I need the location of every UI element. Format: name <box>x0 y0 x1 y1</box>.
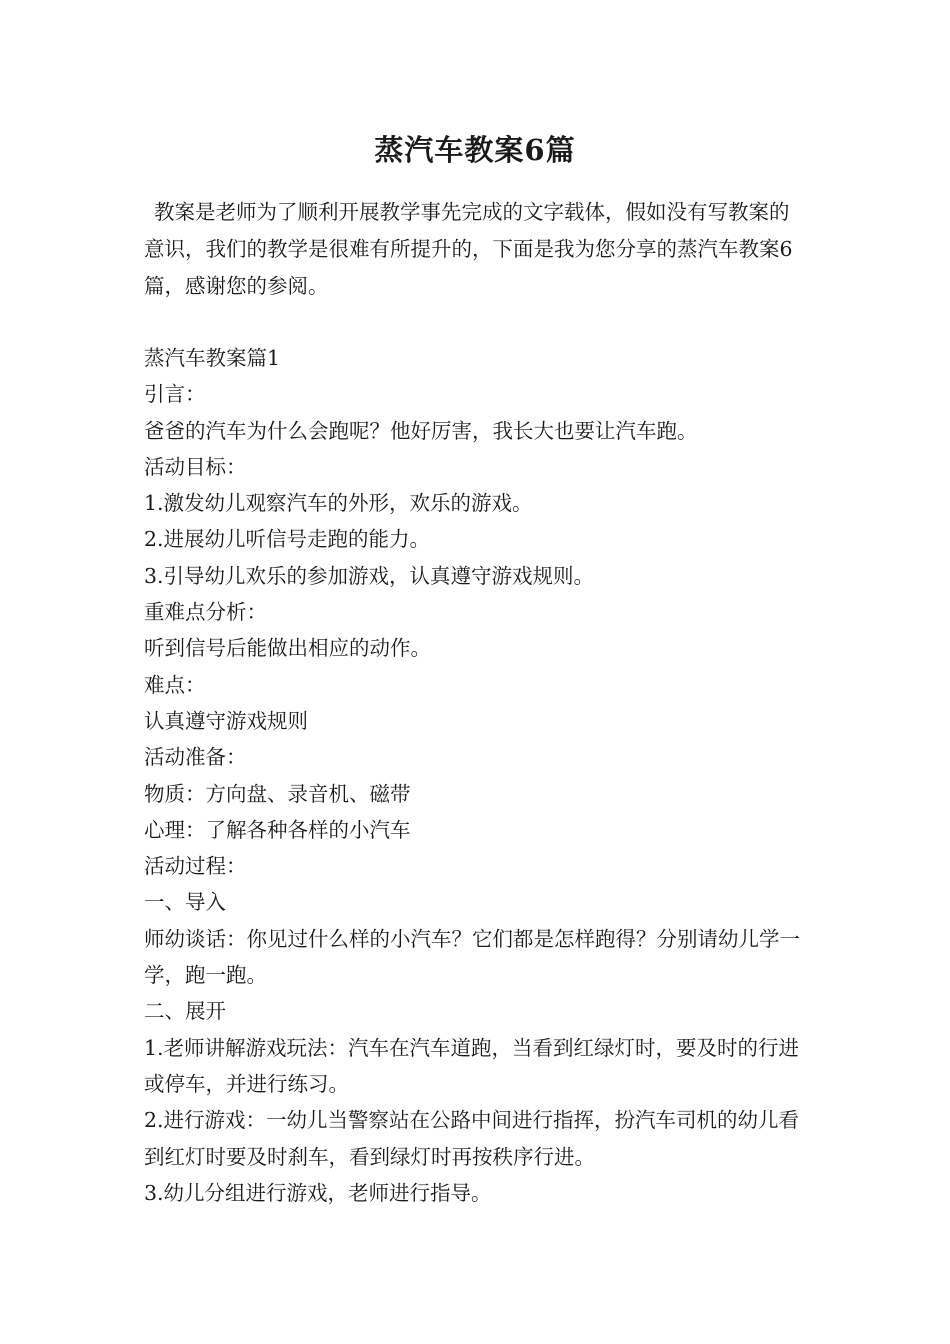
lesson-body <box>144 340 808 1211</box>
body-line: 心理：了解各种各样的小汽车 <box>144 817 411 842</box>
body-line: 难点： <box>144 672 206 697</box>
body-line: 1.老师讲解游戏玩法：汽车在汽车道跑，当看到红绿灯时，要及时的行进或停车，并进行练习。 <box>144 1035 800 1096</box>
body-line: 3.幼儿分组进行游戏，老师进行指导。 <box>144 1180 492 1205</box>
intro-paragraph: 教案是老师为了顺利开展教学事先完成的文字载体，假如没有写教案的意识，我们的教学是很难有所提升的，下面是我为您分享的蒸汽车教案6篇，感谢您的参阅。 <box>144 200 793 298</box>
body-line: 2.进行游戏：一幼儿当警察站在公路中间进行指挥，扮汽车司机的幼儿看到红灯时要及时刹车，看到绿灯时再按秩序行进。 <box>144 1108 800 1169</box>
body-line: 一、导入 <box>144 890 226 915</box>
body-line: 物质：方向盘、录音机、磁带 <box>144 781 411 806</box>
body-line: 二、展开 <box>144 999 226 1024</box>
body-line: 活动过程： <box>144 854 247 879</box>
body-line: 1.激发幼儿观察汽车的外形，欢乐的游戏。 <box>144 491 533 516</box>
body-line: 听到信号后能做出相应的动作。 <box>144 636 431 661</box>
body-line: 爸爸的汽车为什么会跑呢？他好厉害，我长大也要让汽车跑。 <box>144 418 698 443</box>
body-line: 活动目标： <box>144 454 247 479</box>
body-line: 重难点分析： <box>144 600 267 625</box>
body-line: 2.进展幼儿听信号走跑的能力。 <box>144 527 431 552</box>
body-line: 3.引导幼儿欢乐的参加游戏，认真遵守游戏规则。 <box>144 563 595 588</box>
body-line: 认真遵守游戏规则 <box>144 708 308 733</box>
body-line: 活动准备： <box>144 745 247 770</box>
section-heading: 蒸汽车教案篇1 <box>144 346 281 370</box>
body-line: 引言： <box>144 382 206 407</box>
document-title: 蒸汽车教案6篇 <box>374 133 576 167</box>
body-line: 师幼谈话：你见过什么样的小汽车？它们都是怎样跑得？分别请幼儿学一学，跑一跑。 <box>144 926 800 988</box>
